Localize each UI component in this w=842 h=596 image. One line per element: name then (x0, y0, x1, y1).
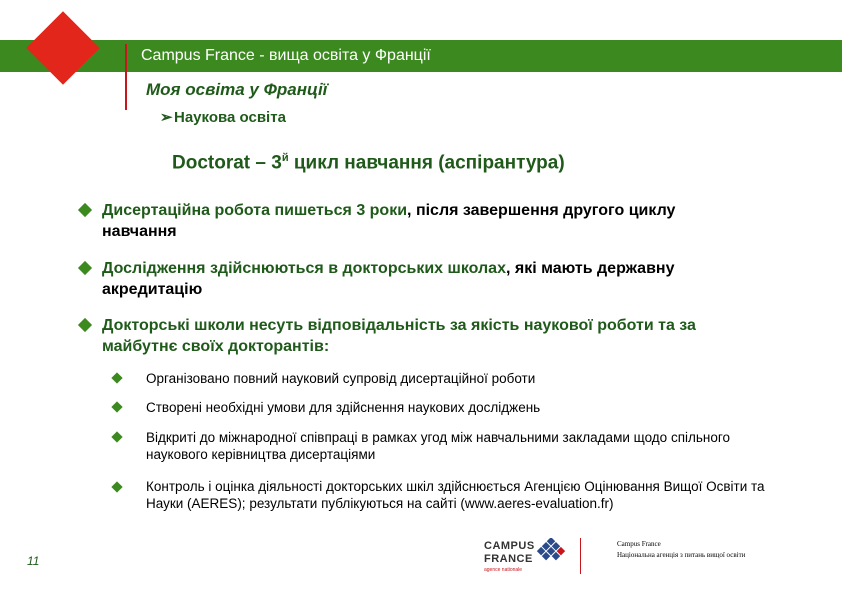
slide-title-main: Doctorat – 3 (172, 152, 282, 174)
sub-bullet-item: Організовано повний науковий супровід дисертаційної роботи (146, 371, 536, 386)
section-label (160, 108, 286, 126)
red-diamond-logo (26, 11, 100, 85)
bullet-item: Дисертаційна робота пишеться 3 роки, після завершення другого циклу навчання (102, 202, 676, 240)
slide-title-sup: й (281, 152, 289, 164)
slide-title (172, 152, 565, 174)
bullet-item: Докторські школи несуть відповідальність за якість наукової роботи та за майбутнє своїх докторантів: (102, 317, 696, 355)
bullet-icon (78, 203, 92, 217)
logo-text-campus: CAMPUS (484, 540, 535, 552)
sub-bullet-item: Створені необхідні умови для здійснення наукових досліджень (146, 400, 541, 415)
page-number: 11 (27, 554, 40, 568)
arrow-icon: ➢ (160, 109, 173, 126)
sub-bullet-item: Відкриті до міжнародної співпраці в рамках угод між навчальними закладами щодо спільного наукового керівництва дисертаціями (146, 430, 731, 462)
sub-bullet-item: Контроль і оцінка діяльності докторських шкіл здійснюється Агенцією Оцінювання Вищої Освіти та Науки (AERES); результати публікуються на сайті (www.aeres-evaluation.fr) (146, 479, 765, 511)
campus-france-logo-icon (531, 538, 571, 570)
footer-org-desc: Національна агенція з питань вищої освіти (617, 551, 746, 559)
sub-bullet-icon (111, 372, 122, 383)
logo-tagline: agence nationale (484, 567, 523, 573)
header-title: Campus France - вища освіта у Франції (141, 47, 431, 64)
bullet-icon (78, 261, 92, 275)
footer-divider (580, 538, 581, 574)
page-subtitle: Моя освіта у Франції (146, 80, 328, 99)
bullet-item: Дослідження здійснюються в докторських школах, які мають державну акредитацію (102, 260, 675, 298)
sub-bullet-icon (111, 431, 122, 442)
section-text: Наукова освіта (174, 109, 286, 126)
sub-bullet-icon (111, 481, 122, 492)
bullet-icon (78, 318, 92, 332)
sub-bullet-icon (111, 401, 122, 412)
footer-org-name: Campus France (617, 540, 661, 548)
logo-text-france: FRANCE (484, 553, 533, 565)
slide-title-rest: цикл навчання (аспірантура) (288, 152, 565, 174)
header-divider (125, 44, 127, 110)
